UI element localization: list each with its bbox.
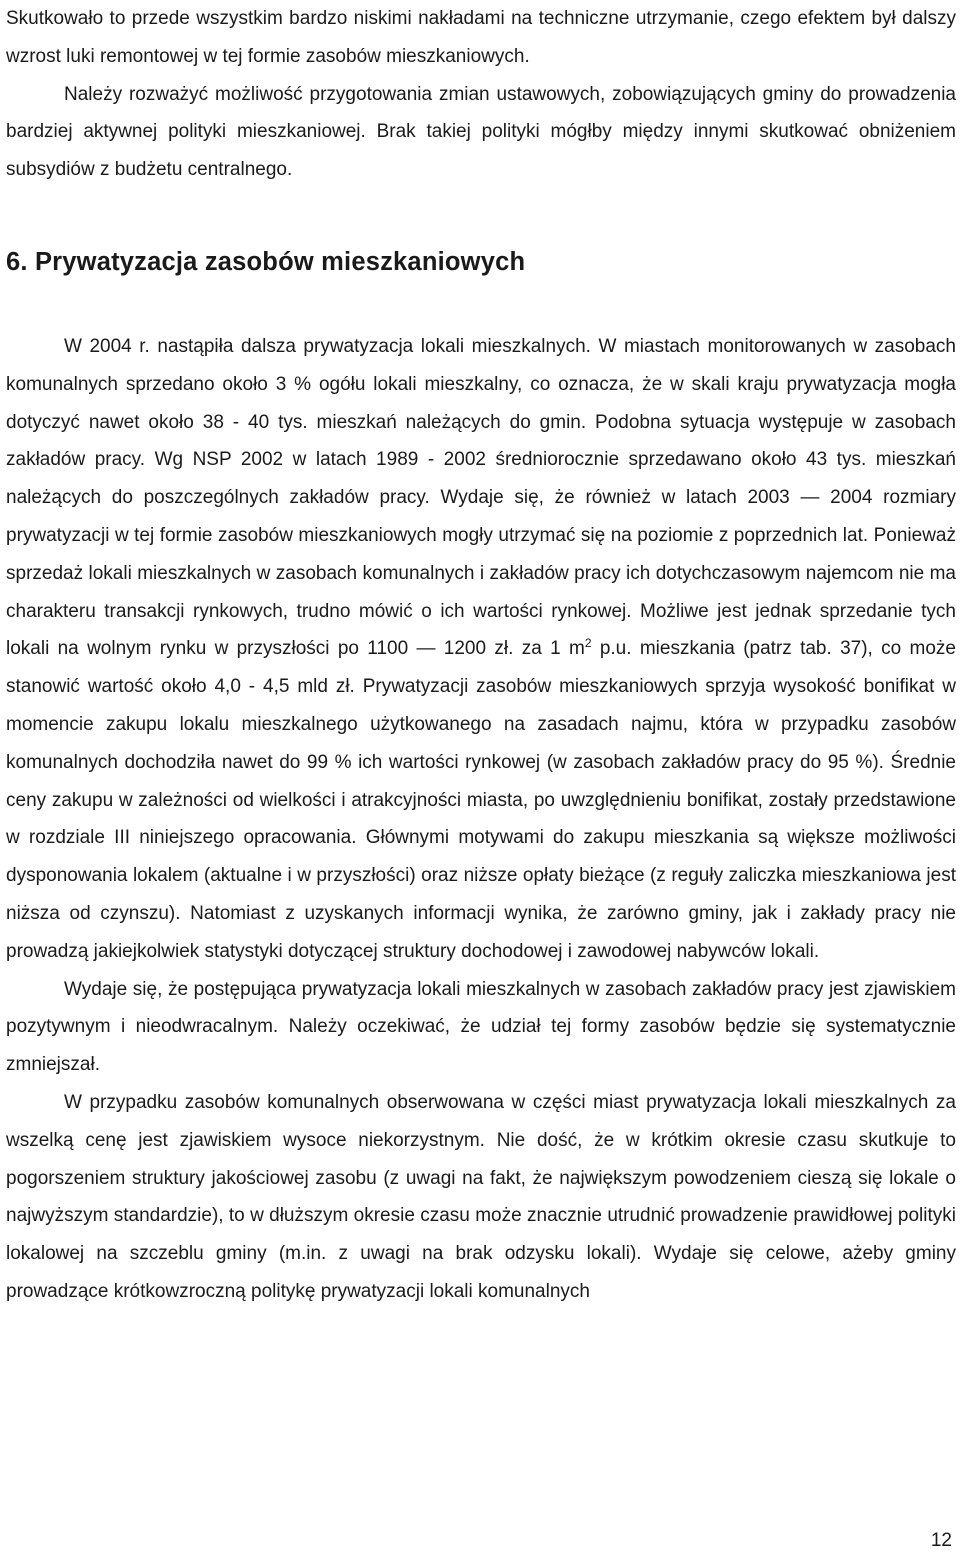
paragraph-intro-1: Skutkowało to przede wszystkim bardzo niskimi nakładami na techniczne utrzymanie, czego efektem był dalszy wzrost luki remontowej w tej formie zasobów mieszkaniowych. bbox=[6, 8, 956, 67]
paragraph-privatization-2: Wydaje się, że postępująca prywatyzacja lokali mieszkalnych w zasobach zakładów pracy jest zjawiskiem pozytywnym i nieodwracalnym. Należy oczekiwać, że udział tej formy zasobów będzie się systematycznie zmniejszał. bbox=[6, 978, 956, 1076]
paragraph-text: p.u. mieszkania (patrz tab. 37), co może stanowić wartość około 4,0 - 4,5 mld zł. Prywatyzacji zasobów mieszkaniowych sprzyja wysokość bonifikat w momencie zakupu lokalu mieszkalnego użytkowanego na zasadach najmu, która w przypadku zasobów komunalnych dochodziła nawet do 99 % ich wartości rynkowej (w zasobach zakładów pracy do 95 %). Średnie ceny zakupu w zależności od wielkości i atrakcyjności miasta, po uwzględnieniu bonifikat, zostały przedstawione w rozdziale III niniejszego opracowania. Głównymi motywami do zakupu mieszkania są większe możliwości dysponowania lokalem (aktualne i w przyszłości) oraz niższe opłaty bieżące (z reguły zaliczka mieszkaniowa jest niższa od czynszu). Natomiast z uzyskanych informacji wynika, że zarówno gminy, jak i zakłady pracy nie prowadzą jakiejkolwiek statystyki dotyczącej struktury dochodowej i zawodowej nabywców lokali. bbox=[6, 638, 956, 962]
section-body bbox=[6, 328, 956, 1311]
superscript: 2 bbox=[584, 636, 592, 651]
paragraph-intro-2: Należy rozważyć możliwość przygotowania zmian ustawowych, zobowiązujących gminy do prowadzenia bardziej aktywnej polityki mieszkaniowej. Brak takiej polityki mógłby między innymi skutkować obniżeniem subsydiów z budżetu centralnego. bbox=[6, 83, 956, 181]
paragraph-privatization-1 bbox=[6, 328, 956, 971]
paragraph-text: W 2004 r. nastąpiła dalsza prywatyzacja lokali mieszkalnych. W miastach monitorowanych w zasobach komunalnych sprzedano około 3 % ogółu lokali mieszkalny, co oznacza, że w skali kraju prywatyzacja mogła dotyczyć nawet około 38 - 40 tys. mieszkań należących do gmin. Podobna sytuacja występuje w zasobach zakładów pracy. Wg NSP 2002 w latach 1989 - 2002 średniorocznie sprzedawano około 43 tys. mieszkań należących do poszczególnych zakładów pracy. Wydaje się, że również w latach 2003 — 2004 rozmiary prywatyzacji w tej formie zasobów mieszkaniowych mogły utrzymać się na poziomie z poprzednich lat. Ponieważ sprzedaż lokali mieszkalnych w zasobach komunalnych i zakładów pracy ich dotychczasowym najemcom nie ma charakteru transakcji rynkowych, trudno mówić o ich wartości rynkowej. Możliwe jest jednak sprzedanie tych lokali na wolnym rynku w przyszłości po 1100 — 1200 zł. za 1 m bbox=[6, 336, 956, 660]
intro-text-block bbox=[6, 0, 956, 189]
paragraph-privatization-3: W przypadku zasobów komunalnych obserwowana w części miast prywatyzacja lokali mieszkalnych za wszelką cenę jest zjawiskiem wysoce niekorzystnym. Nie dość, że w krótkim okresie czasu skutkuje to pogorszeniem struktury jakościowej zasobu (z uwagi na fakt, że największym powodzeniem cieszą się lokale o najwyższym standardzie), to w dłuższym okresie czasu może znacznie utrudnić prowadzenie prawidłowej polityki lokalowej na szczeblu gminy (m.in. z uwagi na brak odzysku lokali). Wydaje się celowe, ażeby gminy prowadzące krótkowzroczną politykę prywatyzacji lokali komunalnych bbox=[6, 1091, 956, 1302]
page-number: 12 bbox=[930, 1530, 952, 1551]
section-heading: 6. Prywatyzacja zasobów mieszkaniowych bbox=[6, 248, 526, 276]
